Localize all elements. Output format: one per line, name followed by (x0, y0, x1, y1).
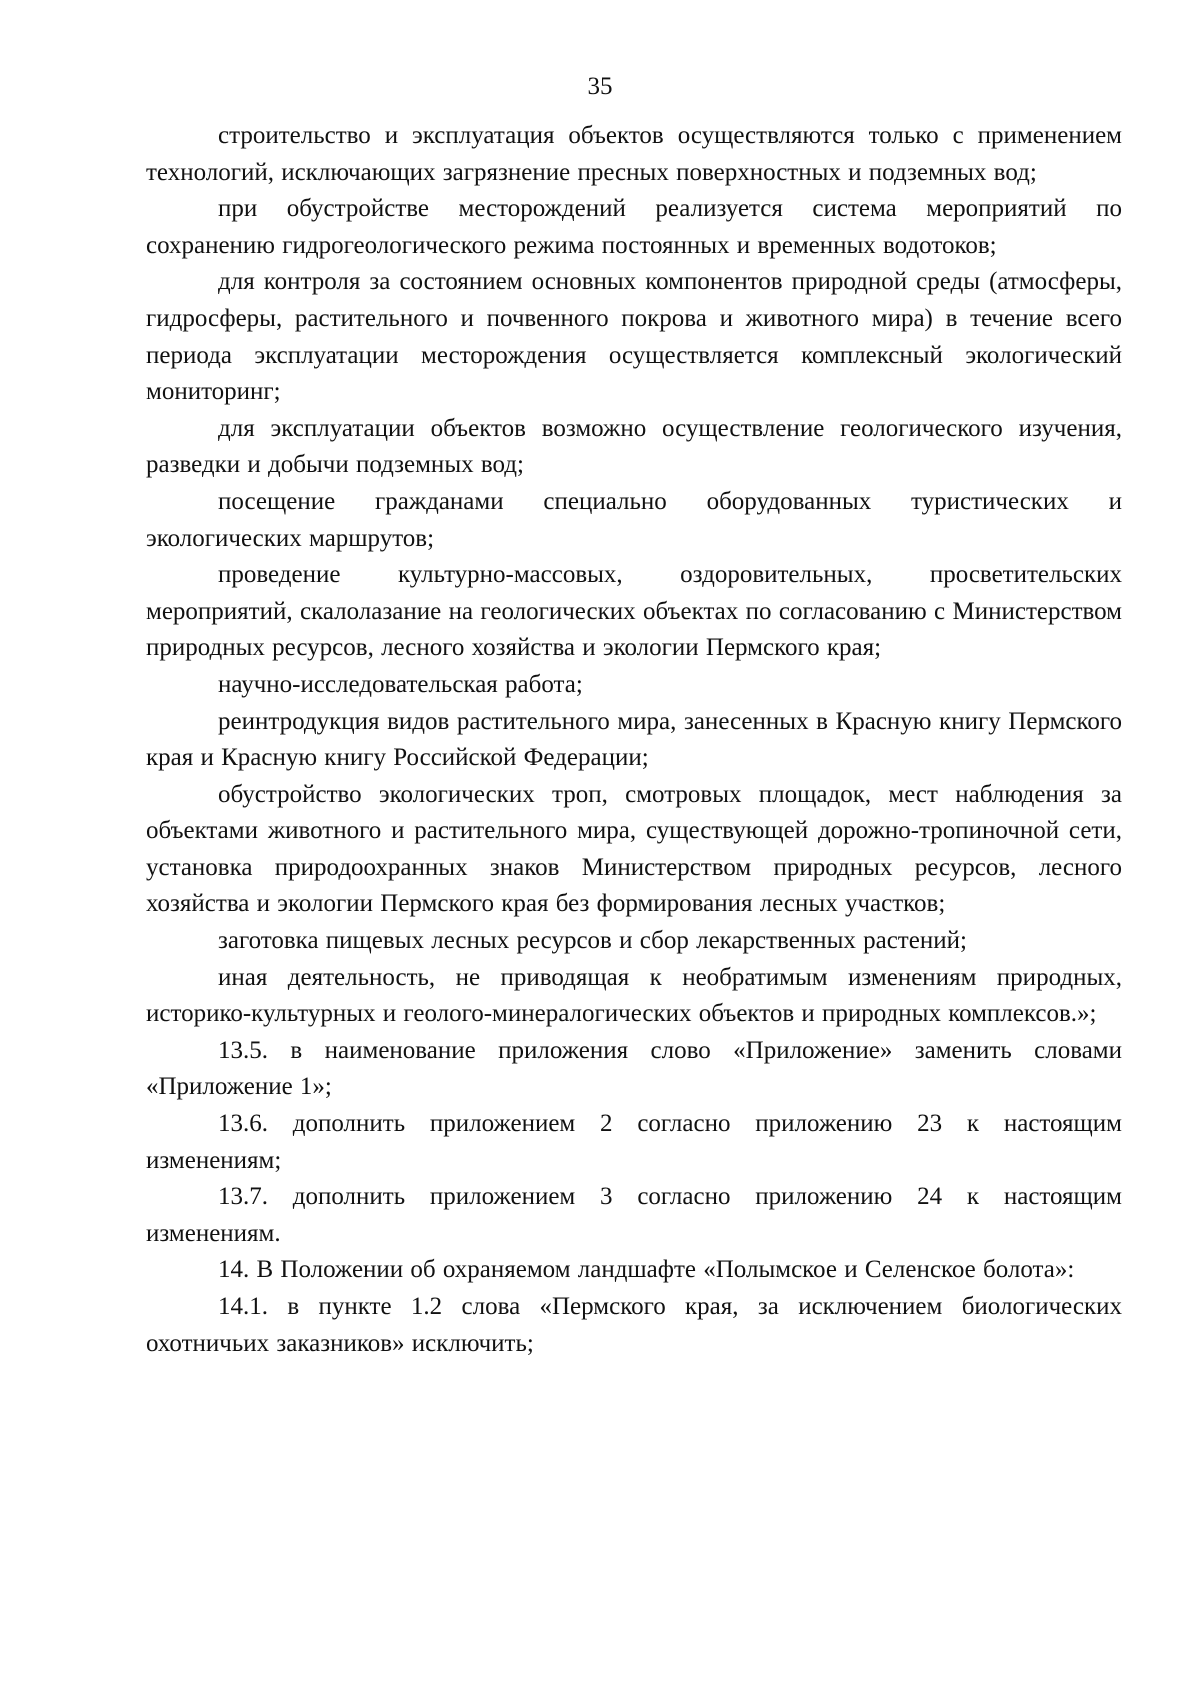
paragraph-item-13-5: 13.5. в наименование приложения слово «Приложение» заменить словами «Приложение 1»; (146, 1036, 1122, 1101)
paragraph-forest-resources: заготовка пищевых лесных ресурсов и сбор лекарственных растений; (218, 927, 967, 955)
paragraph-item-13-6: 13.6. дополнить приложением 2 согласно приложению 23 к настоящим изменениям; (146, 1110, 1122, 1174)
page-number: 35 (587, 73, 613, 100)
paragraph-reintroduction: реинтродукция видов растительного мира, занесенных в Красную книгу Пермского края и Красную книгу Российской Федерации; (146, 707, 1122, 772)
paragraph-tourist-routes: посещение гражданами специально оборудованных туристических и экологических маршрутов; (146, 487, 1122, 552)
paragraph-monitoring: для контроля за состоянием основных компонентов природной среды (атмосферы, гидросферы, растительного и почвенного покрова и животного мира) в течение всего периода эксплуатации месторождения осуществляется комплексный экологический мониторинг; (146, 268, 1122, 406)
paragraph-item-14-1: 14.1. в пункте 1.2 слова «Пермского края, за исключением биологических охотничьих заказников» исключить; (146, 1293, 1122, 1357)
paragraph-cultural-events: проведение культурно-массовых, оздоровительных, просветительских мероприятий, скалолазание на геологических объектах по согласованию с Министерством природных ресурсов, лесного хозяйства и экологии Пермского края; (146, 561, 1122, 662)
document-body (146, 118, 1122, 1362)
paragraph-item-13-7: 13.7. дополнить приложением 3 согласно приложению 24 к настоящим изменениям. (146, 1183, 1122, 1247)
paragraph-research: научно-исследовательская работа; (218, 670, 583, 698)
paragraph-other-activity: иная деятельность, не приводящая к необратимым изменениям природных, историко-культурных и геолого-минералогических объектов и природных комплексов.»; (146, 963, 1122, 1028)
paragraph-eco-trails: обустройство экологических троп, смотровых площадок, мест наблюдения за объектами животного и растительного мира, существующей дорожно-тропиночной сети, установка природоохранных знаков Министерством природных ресурсов, лесного хозяйства и экологии Пермского края без формирования лесных участков; (146, 780, 1122, 918)
paragraph-construction: строительство и эксплуатация объектов осуществляются только с применением технологий, исключающих загрязнение пресных поверхностных и подземных вод; (146, 122, 1122, 186)
paragraph-groundwater: для эксплуатации объектов возможно осуществление геологического изучения, разведки и добычи подземных вод; (146, 414, 1122, 479)
paragraph-deposit-development: при обустройстве месторождений реализуется система мероприятий по сохранению гидрогеологического режима постоянных и временных водотоков; (146, 195, 1122, 259)
paragraph-item-14: 14. В Положении об охраняемом ландшафте «Полымское и Селенское болота»: (218, 1256, 1075, 1284)
